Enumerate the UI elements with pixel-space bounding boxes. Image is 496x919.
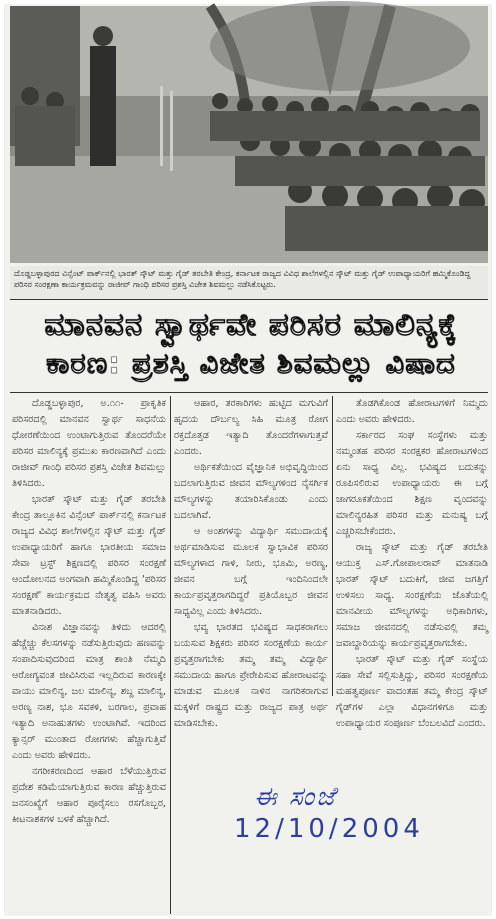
paragraph: ಅರ್ಥಿಕತೆಯಿಂದ ವೈಜ್ಞಾನಿಕ ಅಭಿವೃದ್ಧಿಯಿಂದ ಬದಲಾಗುತ್ತಿರುವ ಜೀವನ ಮೌಲ್ಯಗಳಿಂದ ನೈಸರ್ಗಿಕ ಮೌಲ್ಯಗಳನ್ನು ತಯಾರಿಸಿಕೊಂಡು ಎಂದು ಬದಲಾಗಿವೆ.: [174, 462, 328, 521]
headline-line-1: ಮಾನವನ ಸ್ವಾರ್ಥವೇ ಪರಿಸರ ಮಾಲಿನ್ಯಕ್ಕೆ: [44, 307, 458, 343]
column-divider-2: [332, 396, 333, 696]
paragraph: ವಿನಾಶ ವಿಜ್ಞಾನವನ್ನು ತಿಳಿದು ಆದರಲ್ಲಿ ಹೆಚ್ಚೆಚ್ಚು ಕೆಲಸಗಳನ್ನು ನಡೆಸುತ್ತಿರುವುದು ಹಣವನ್ನು ಸಂಪಾದಿಸುವುದರಿಂದ ಮಾತ್ರ ಶಾಂತಿ ನೆಮ್ಮದಿ ಆರೋಗ್ಯವಂತ ಜೀವಿಸಿರುವ ಇಲ್ಲದಿರುವ ಕಾರಣಕ್ಕೇ ವಾಯು ಮಾಲಿನ್ಯ, ಜಲ ಮಾಲಿನ್ಯ, ಶಬ್ದ ಮಾಲಿನ್ಯ, ಅರಣ್ಯ ನಾಶ, ಭೂ ಸವಕಳಿ, ಬರಗಾಲ, ಪ್ರವಾಹ ಇತ್ಯಾದಿ ಅನಾಹುತಗಳು ಉಂಟಾಗಿವೆ. ಇದರಿಂದ ಕ್ಯಾನ್ಸರ್ ಮುಂತಾದ ರೋಗಗಳು ಹೆಚ್ಚಾಗುತ್ತಿವೆ ಎಂದು ಅವರು ಹೇಳಿದರು.: [12, 622, 166, 761]
photo-caption: ದೊಡ್ಡಬಳ್ಳಾಪುರದ ವಿನ್ಸೆಂಟ್ ಪಾರ್ಕ್‌ನಲ್ಲಿ ಭಾರತ್ ಸ್ಕೌಟ್ ಮತ್ತು ಗೈಡ್ ತರಬೇತಿ ಕೇಂದ್ರ, ಕರ್ನಾಟಕ ರಾಜ್ಯದ ವಿವಿಧ ಶಾಲೆಗಳಲ್ಲಿನ ಸ್ಕೌಟ್ ಮತ್ತು ಗೈಡ್ ಉಪಾಧ್ಯಾಯರಿಗೆ ಹಮ್ಮಿಕೊಂಡಿದ್ದ ಪರಿಸರ ಸಂರಕ್ಷಣಾ ಕಾರ್ಯಕ್ರಮವನ್ನು ರಾಜೀವ್ ಗಾಂಧಿ ಪರಿಸರ ಪ್ರಶಸ್ತಿ ವಿಜೇತ ಶಿವಮಲ್ಲು ನಡೆಸಿಕೊಟ್ಟರು.: [10, 266, 488, 300]
paragraph: ತೊಡಗಿಕೊಂಡ ಹೋರಾಟಗಳಿಗೆ ನಿಮ್ಮದು ಎಂದು ಅವರು ಹೇಳಿದರು.: [336, 398, 488, 425]
source-newspaper-name: ಈ ಸಂಜೆ: [254, 782, 337, 812]
article-column-2: [174, 396, 328, 729]
paragraph: ಸರ್ಕಾರದ ಸಂಘ ಸಂಸ್ಥೆಗಳು ಮತ್ತು ನಮ್ಮಂತಹ ಪರಿಸರ ಸಂರಕ್ಷಕರ ಹೋರಾಟಗಳಿಂದ ಏನು ಸಾಧ್ಯ ವಿಲ್ಲ. ಭವಿಷ್ಯದ ಬದುಕನ್ನು ರೂಪಿಸಲಿರುವ ಉಪಾಧ್ಯಾಯರು ಈ ಬಗ್ಗೆ ಜಾಗರೂಕತೆಯಿಂದ ಶಿಕ್ಷಣ ವೃಂದವನ್ನು ಮಾಲಿನ್ಯರಹಿತ ಪರಿಸರ ಮತ್ತು ಮನುಷ್ಯ ಬಗ್ಗೆ ಎಚ್ಚರಿಸಬೇಕೆಂದರು.: [336, 430, 488, 537]
news-photo: [10, 6, 488, 263]
paragraph: ಭವ್ಯ ಭಾರತದ ಭವಿಷ್ಯದ ಸಾಧಕರಾಗಲು ಬಯಸುವ ಶಿಕ್ಷಕರು ಪರಿಸರ ಸಂರಕ್ಷಣೆಯ ಕಾರ್ಯ ಪ್ರವೃತ್ತರಾಗಬೇಕು ತಮ್ಮ ತಮ್ಮ ವಿದ್ಯಾರ್ಥಿ ಸಮುದಾಯ ಹಾಗೂ ಪ್ರೇರೇಪಿಸುವ ಹೋರಾಟವನ್ನು ಮಾಡುವ ಮೂಲಕ ನಾಳಿನ ನಾಗರಿಕರಾಗುವ ಮಕ್ಕಳಿಗೆ ರಾಷ್ಟ್ರದ ಮತ್ತು ರಾಜ್ಯದ ಪಾತ್ರ ಅರ್ಥ ಮಾಡಿಸಬೇಕು.: [174, 622, 328, 729]
source-date: 12/10/2004: [234, 814, 424, 844]
paragraph: ಭಾರತ್ ಸ್ಕೌಟ್ ಮತ್ತು ಗೈಡ್ ತರಬೇತಿ ಕೇಂದ್ರ ತಾಲ್ಲೂಕಿನ ವಿನ್ಸೆಂಟ್ ಪಾರ್ಕ್‌ನಲ್ಲಿ ಕರ್ನಾಟಕ ರಾಜ್ಯದ ವಿವಿಧ ಶಾಲೆಗಳಲ್ಲಿನ ಸ್ಕೌಟ್ ಮತ್ತು ಗೈಡ್ ಉಪಾಧ್ಯಾಯರಿಗೆ ಹಾಗೂ ಭಾರತೀಯ ಸಮಾಜ ಸೇವಾ ಟ್ರಸ್ಟ್ ಶಿಕ್ಷಣದಲ್ಲಿ ಪರಿಸರ ಸಂರಕ್ಷಣೆ ಆಂದೋಲನದ ಅಂಗವಾಗಿ ಹಮ್ಮಿಕೊಂಡಿದ್ದ 'ಪರಿಸರ ಸಂರಕ್ಷಣೆ' ಕಾರ್ಯಕ್ರಮದ ನೇತೃತ್ವ ವಹಿಸಿ ಅವರು ಮಾತನಾಡಿದರು.: [12, 494, 166, 617]
headline: [14, 306, 488, 386]
article-column-1: [12, 396, 166, 914]
paragraph: ಆ ಅಂಶಗಳನ್ನು ವಿದ್ಯಾರ್ಥಿ ಸಮುದಾಯಕ್ಕೆ ಅರ್ಥಮಾಡಿಸುವ ಮೂಲಕ ಸ್ವಾಭಾವಿಕ ಪರಿಸರ ಮೌಲ್ಯಗಳಾದ ಗಾಳಿ, ನೀರು, ಭೂಮಿ, ಅರಣ್ಯ, ಜೀವನ ಬಗ್ಗೆ ಇಂದಿನಿಂದಲೇ ಕಾರ್ಯಪ್ರವೃತ್ತರಾಗದಿದ್ದರೆ ಪ್ರತಿಯೊಬ್ಬರ ಜೀವನ ಸಾಧ್ಯವಿಲ್ಲ ಎಂದು ತಿಳಿಸಿದರು.: [174, 526, 328, 617]
handwritten-source-stamp: [234, 774, 424, 864]
headline-divider: [10, 392, 488, 393]
photo-illustration: [10, 6, 488, 263]
paragraph: ರಾಜ್ಯ ಸ್ಕೌಟ್ ಮತ್ತು ಗೈಡ್ ತರಬೇತಿ ಆಯುಕ್ತ ಎಸ್.ಗೋಪಾಲರಾವ್ ಮಾತನಾಡಿ ಭಾರತ್ ಸ್ಕೌಟ್ ಬದುಕಿಗೆ, ಜೀವ ಜಗತ್ತಿಗೆ ಉಳಿಸಲು ಸಾಧ್ಯ. ಸಂರಕ್ಷಣೆಯ ಜೊತೆಯಲ್ಲಿ ಮಾನವೀಯ ಮೌಲ್ಯಗಳನ್ನು ಅಧಿಕಾರಿಗಳು, ಸಮಾಜ ಜೀವನದಲ್ಲಿ ನಡೆಸುವಲ್ಲಿ ತಮ್ಮ ಜವಾಬ್ದಾರಿಯನ್ನು ಕಾರ್ಯಪ್ರವೃತ್ತರಾಗಬೇಕು.: [336, 542, 488, 649]
paragraph: ದೊಡ್ಡಬಳ್ಳಾಪುರ, ಅ.೧೧- ಪ್ರಾಕೃತಿಕ ಪರಿಸರದಲ್ಲಿ ಮಾನವನ ಸ್ವಾರ್ಥ ಸಾಧನೆಯ ಧೋರಣೆಯಿಂದ ಉಂಟಾಗುತ್ತಿರುವ ತೊಂದರೆಯೇ ಪರಿಸರ ಮಾಲಿನ್ಯಕ್ಕೆ ಪ್ರಮುಖ ಕಾರಣವಾಗಿದೆ ಎಂದು ರಾಜೀವ್ ಗಾಂಧಿ ಪರಿಸರ ಪ್ರಶಸ್ತಿ ವಿಜೇತ ಶಿವಮಲ್ಲು ತಿಳಿಸಿದರು.: [12, 398, 166, 489]
column-divider-1: [170, 396, 171, 914]
paragraph: ಭಾರತ್ ಸ್ಕೌಟ್ ಮತ್ತು ಗೈಡ್ ಸಂಸ್ಥೆಯ ಸಹಾ ಸೇವೆ ಸಲ್ಲಿಸುತ್ತಿದ್ದು, ಪರಿಸರ ಸಂರಕ್ಷಣೆಯ ಮಹತ್ವಪೂರ್ಣ ವಾದಂತಹ ತಮ್ಮ ಕೇಂದ್ರ ಸ್ಕೌಟ್ ಗೈಡ್‌ಗಳ ಎಲ್ಲಾ ವಿಧಾನಗಳಿಗೂ ಮತ್ತು ಉಪಾಧ್ಯಾಯರ ಸಂಪೂರ್ಣ ಬೆಂಬಲವಿದೆ ಎಂದರು.: [336, 654, 488, 729]
paragraph: ನಗರೀಕರಣದಿಂದ ಆಹಾರ ಬೆಳೆಯುತ್ತಿರುವ ಪ್ರದೇಶ ಕಡಿಮೆಯಾಗುತ್ತಿರುವ ಕಾರಣ ಹೆಚ್ಚುತ್ತಿರುವ ಜನಸಂಖ್ಯೆಗೆ ಆಹಾರ ಪೂರೈಸಲು ರಸಗೊಬ್ಬರ, ಕೀಟನಾಶಕಗಳ ಬಳಕೆ ಹೆಚ್ಚಾಗಿದೆ.: [12, 766, 166, 825]
paragraph: ಆಹಾರ, ತರಕಾರಿಗಳು ಹುಟ್ಟಿದ ಮಗುವಿಗೆ ಹೃದಯ ದೌರ್ಬಲ್ಯ ಸಿಹಿ ಮೂತ್ರ ರೋಗ ರಕ್ತದೊತ್ತಡ ಇತ್ಯಾದಿ ತೊಂದರೆಗಳಾಗುತ್ತವೆ ಎಂದರು.: [174, 398, 328, 457]
headline-line-2: ಕಾರಣ: ಪ್ರಶಸ್ತಿ ವಿಜೇತ ಶಿವಮಲ್ಲು ವಿಷಾದ: [46, 346, 456, 380]
newspaper-clipping: [4, 4, 492, 916]
article-column-3: [336, 396, 488, 729]
